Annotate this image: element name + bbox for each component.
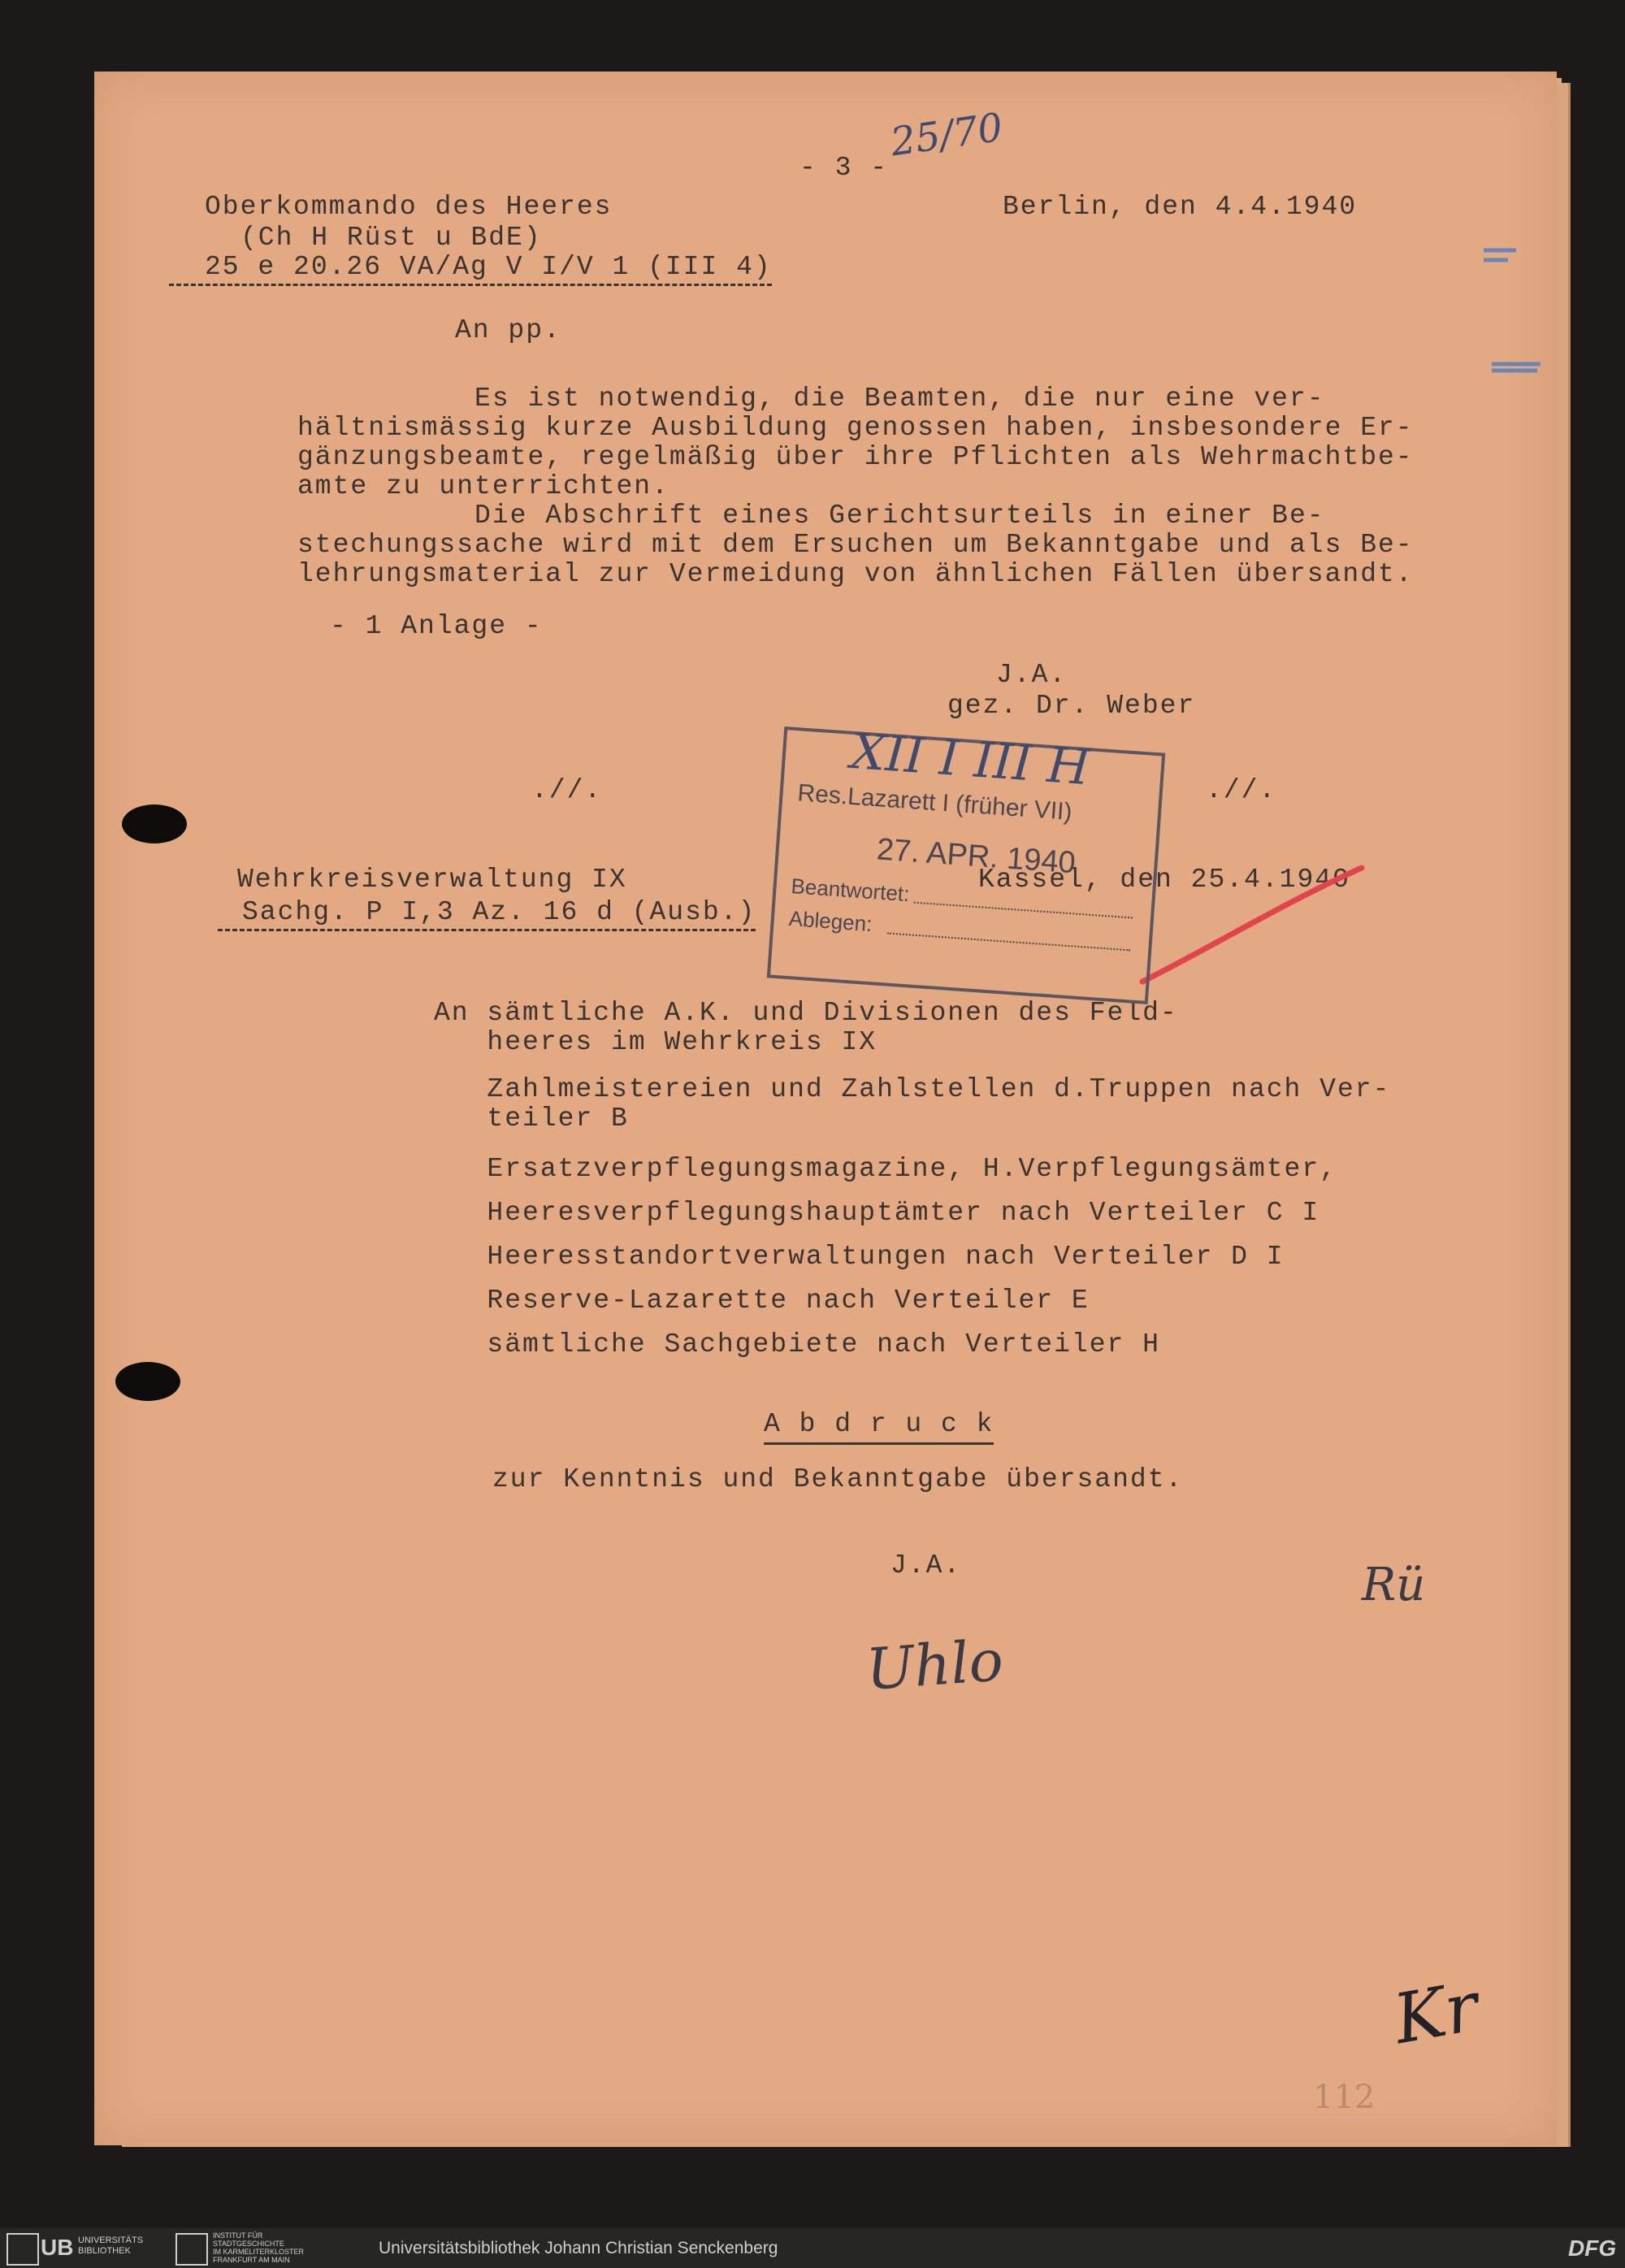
body-line: lehrungsmaterial zur Vermeidung von ähnlichen Fällen übersandt. xyxy=(297,559,1414,589)
place-date: Berlin, den 4.4.1940 xyxy=(1003,192,1358,222)
signoff-ia-2: J.A. xyxy=(890,1550,962,1581)
sender-line-2: (Ch H Rüst u BdE) xyxy=(240,223,542,253)
ub-name-line: UNIVERSITÄTS xyxy=(78,2235,144,2245)
stamp-file-label: Ablegen: xyxy=(787,905,873,937)
handwritten-signature: Uhlo xyxy=(864,1627,1006,1703)
ifs-name-line: STADTGESCHICHTE xyxy=(213,2240,284,2248)
punch-hole-bottom xyxy=(115,1362,180,1401)
stamp-institution: Res.Lazarett I (früher VII) xyxy=(796,779,1073,826)
sender-2: Wehrkreisverwaltung IX xyxy=(237,865,627,895)
ub-name-line: BIBLIOTHEK xyxy=(78,2246,131,2256)
signoff-ia: J.A. xyxy=(996,660,1068,690)
initial-right: Rü xyxy=(1362,1559,1426,1611)
separator-left: .//. xyxy=(531,775,603,805)
distribution-line: heeres im Wehrkreis IX xyxy=(434,1027,878,1057)
ifs-name xyxy=(213,2231,304,2264)
abdruck-heading: A b d r u c k xyxy=(764,1411,994,1445)
page-number: - 3 - xyxy=(800,153,889,183)
enclosure-note: - 1 Anlage - xyxy=(330,611,543,641)
distribution-item xyxy=(434,1076,1390,1138)
receipt-stamp xyxy=(767,722,1165,1004)
reference-2: Sachg. P I,3 Az. 16 d (Ausb.) xyxy=(218,899,756,931)
distribution-line: Heeresstandortverwaltungen nach Verteiler D I xyxy=(434,1242,1285,1272)
sender-line-1: Oberkommando des Heeres xyxy=(205,192,613,222)
red-pen-mark xyxy=(1126,852,1370,990)
folio-number: 25/70 xyxy=(887,104,1006,166)
body-line: hältnismässig kurze Ausbildung genossen haben, insbesondere Er- xyxy=(297,413,1414,443)
ifs-name-line: FRANKFURT AM MAIN xyxy=(213,2256,290,2264)
body-line: gänzungsbeamte, regelmäßig über ihre Pflichten als Wehrmachtbe- xyxy=(297,442,1414,472)
body-line: Es ist notwendig, die Beamten, die nur eine ver- xyxy=(297,384,1325,414)
place-date-2: Kassel, den 25.4.1940 xyxy=(978,865,1350,895)
distribution-line: An sämtliche A.K. und Divisionen des Feld- xyxy=(434,998,1178,1028)
distribution-line: Zahlmeistereien und Zahlstellen d.Truppen nach Ver- xyxy=(434,1074,1391,1104)
ifs-logo-icon xyxy=(176,2233,208,2266)
pencil-number: 112 xyxy=(1313,2079,1376,2116)
reference-number: 25 e 20.26 VA/Ag V I/V 1 (III 4) xyxy=(169,254,772,286)
ifs-name-line: INSTITUT FÜR xyxy=(213,2231,263,2240)
distribution-line: sämtliche Sachgebiete nach Verteiler H xyxy=(434,1329,1160,1359)
separator-right: .//. xyxy=(1206,775,1277,805)
signoff-name: gez. Dr. Weber xyxy=(947,691,1196,721)
blue-tab-marks xyxy=(1378,161,1557,380)
distribution-line: Heeresverpflegungshauptämter nach Verteiler C I xyxy=(434,1198,1320,1228)
distribution-line: Ersatzverpflegungsmagazine, H.Verpflegungsämter, xyxy=(434,1154,1337,1184)
library-name: Universitätsbibliothek Johann Christian Senckenberg xyxy=(379,2239,778,2257)
closing-line: zur Kenntnis und Bekanntgabe übersandt. xyxy=(492,1464,1184,1494)
punch-hole-top xyxy=(122,804,187,843)
initial-bottom: Kr xyxy=(1388,1966,1484,2060)
body-line: stechungssache wird mit dem Ersuchen um Bekanntgabe und als Be- xyxy=(297,530,1414,560)
stamp-handwritten: XII I III H xyxy=(848,722,1092,797)
dfg-logo: DFG xyxy=(1568,2235,1617,2261)
distribution-line: Reserve-Lazarette nach Verteiler E xyxy=(434,1286,1090,1316)
body-line: amte zu unterrichten. xyxy=(297,471,670,501)
viewer-footer xyxy=(0,2228,1625,2268)
ub-logo-icon xyxy=(6,2233,39,2266)
ub-name xyxy=(78,2235,143,2257)
stamp-answered-label: Beantwortet: xyxy=(790,874,911,907)
distribution-item xyxy=(434,1000,1390,1061)
distribution-line: teiler B xyxy=(434,1104,629,1134)
ub-logo-text: UB xyxy=(41,2235,74,2260)
stamp-file-line xyxy=(887,932,1130,951)
document-page xyxy=(94,72,1557,2145)
recipient-line: An pp. xyxy=(455,315,561,345)
stamp-date: 27. APR. 1940 xyxy=(875,832,1077,881)
distribution-list xyxy=(434,1000,1390,1360)
ifs-name-line: IM KARMELITERKLOSTER xyxy=(213,2248,305,2256)
body-line: Die Abschrift eines Gerichtsurteils in einer Be- xyxy=(297,501,1325,531)
letter-body xyxy=(297,385,1414,590)
stamp-answered-line xyxy=(914,902,1133,919)
